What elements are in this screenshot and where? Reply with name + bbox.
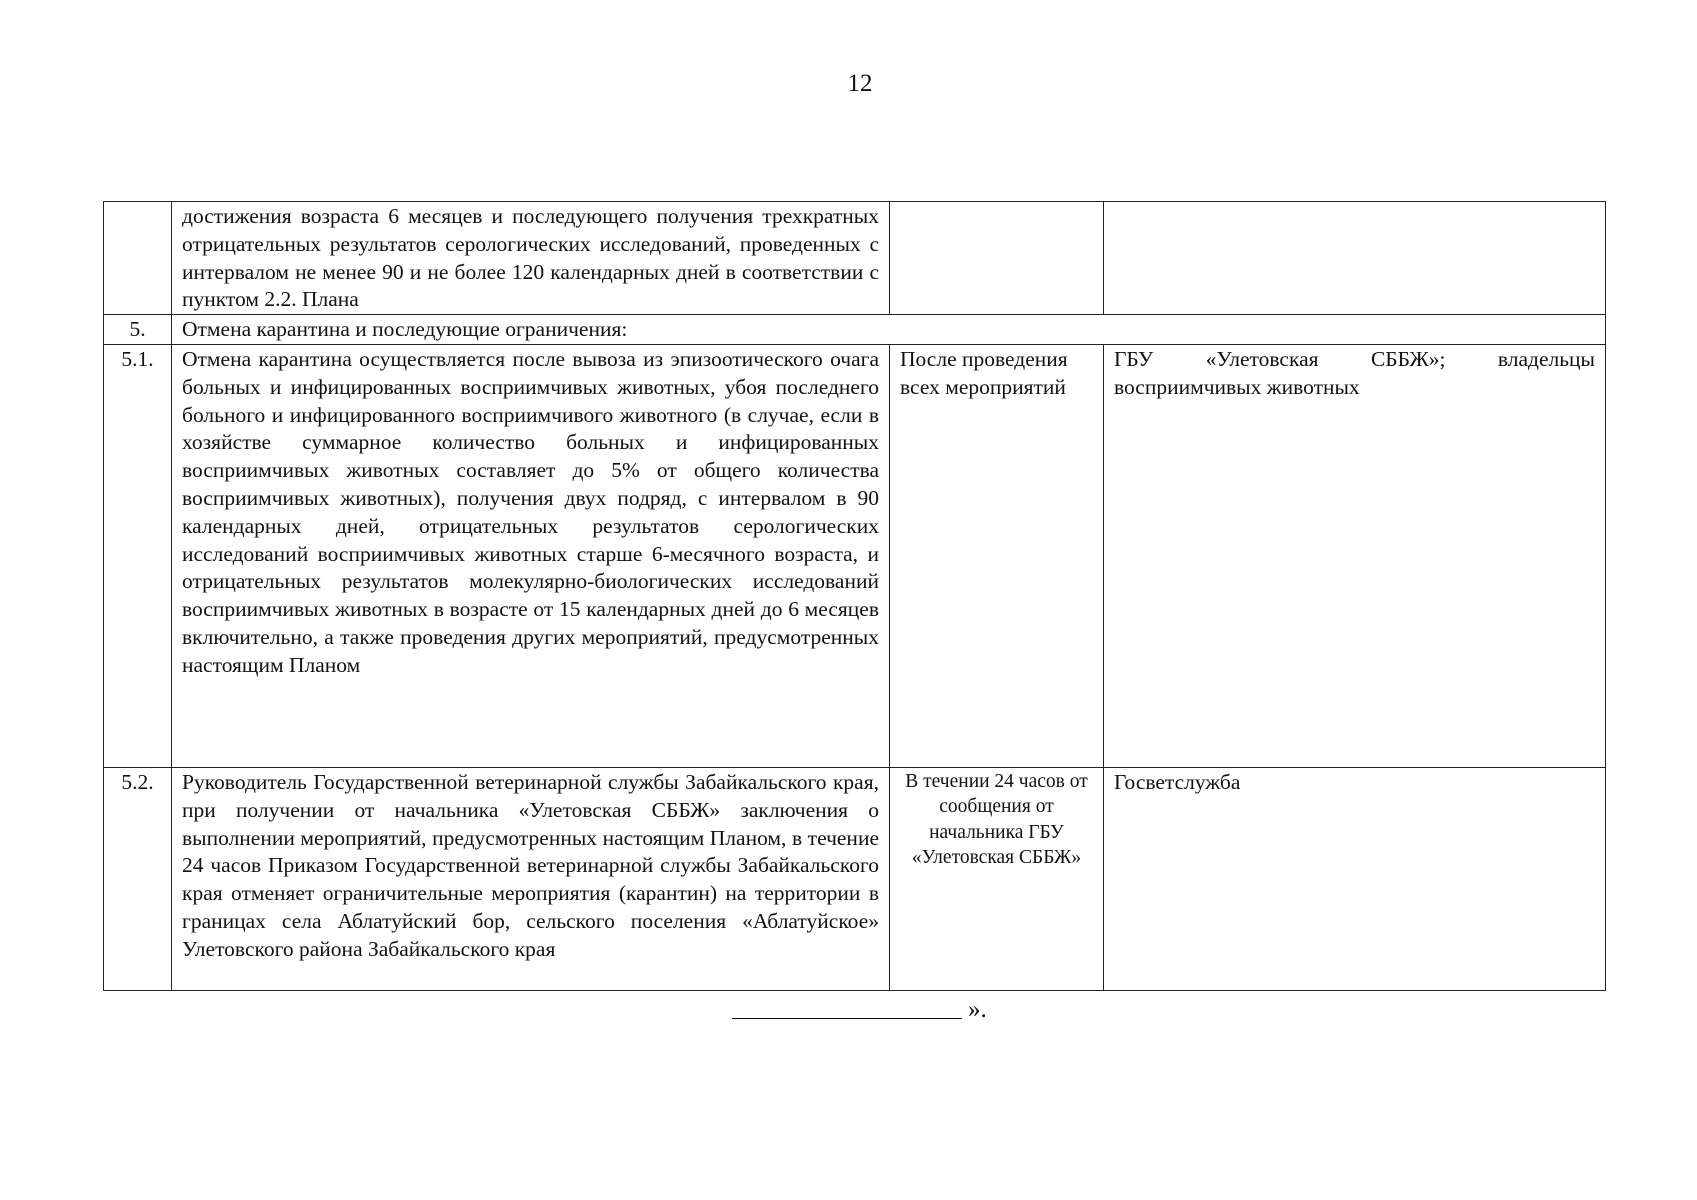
row-number-cell: 5. xyxy=(104,315,172,345)
row-number-cell: 5.2. xyxy=(104,767,172,990)
term-cell: После проведения всех мероприятий xyxy=(890,344,1104,767)
responsible-cell: Госветслужба xyxy=(1104,767,1606,990)
row-number-cell xyxy=(104,202,172,315)
table-row-continuation xyxy=(104,202,1606,315)
responsible-cell xyxy=(1104,202,1606,315)
table-row-5-1 xyxy=(104,344,1606,767)
measure-text-cell: достижения возраста 6 месяцев и последующего получения трехкратных отрицательных результатов серологических исследований, проведенных с интервалом не менее 90 и не более 120 календарных дней в соответствии с пунктом 2.2. Плана xyxy=(172,202,890,315)
table-row-5-2 xyxy=(104,767,1606,990)
measures-table xyxy=(103,201,1606,991)
measure-text-cell: Руководитель Государственной ветеринарной службы Забайкальского края, при получении от начальника «Улетовская СББЖ» заключения о выполнении мероприятий, предусмотренных настоящим Планом, в течение 24 часов Приказом Государственной ветеринарной службы Забайкальского края отменяет ограничительные мероприятия (карантин) на территории в границах села Аблатуйский бор, сельского поселения «Аблатуйское» Улетовского района Забайкальского края xyxy=(172,767,890,990)
signature-underline xyxy=(732,1018,962,1019)
closing-line xyxy=(732,996,987,1024)
section-heading-cell: Отмена карантина и последующие ограничения: xyxy=(172,315,1606,345)
page-number: 12 xyxy=(847,70,873,97)
responsible-cell: ГБУ «Улетовская СББЖ»; владельцы восприимчивых животных xyxy=(1104,344,1606,767)
term-cell xyxy=(890,202,1104,315)
term-cell: В течении 24 часов от сообщения от начальника ГБУ «Улетовская СББЖ» xyxy=(890,767,1104,990)
measure-text-cell: Отмена карантина осуществляется после вывоза из эпизоотического очага больных и инфицированных восприимчивых животных, убоя последнего больного и инфицированного восприимчивого животного (в случае, если в хозяйстве суммарное количество больных и инфицированных восприимчивых животных составляет до 5% от общего количества восприимчивых животных), получения двух подряд, с интервалом в 90 календарных дней, отрицательных результатов серологических исследований восприимчивых животных старше 6-месячного возраста, и отрицательных результатов молекулярно-биологических исследований восприимчивых животных в возрасте от 15 календарных дней до 6 месяцев включительно, а также проведения других мероприятий, предусмотренных настоящим Планом xyxy=(172,344,890,767)
table-row-section-5 xyxy=(104,315,1606,345)
row-number-cell: 5.1. xyxy=(104,344,172,767)
closing-mark: ». xyxy=(968,996,987,1023)
